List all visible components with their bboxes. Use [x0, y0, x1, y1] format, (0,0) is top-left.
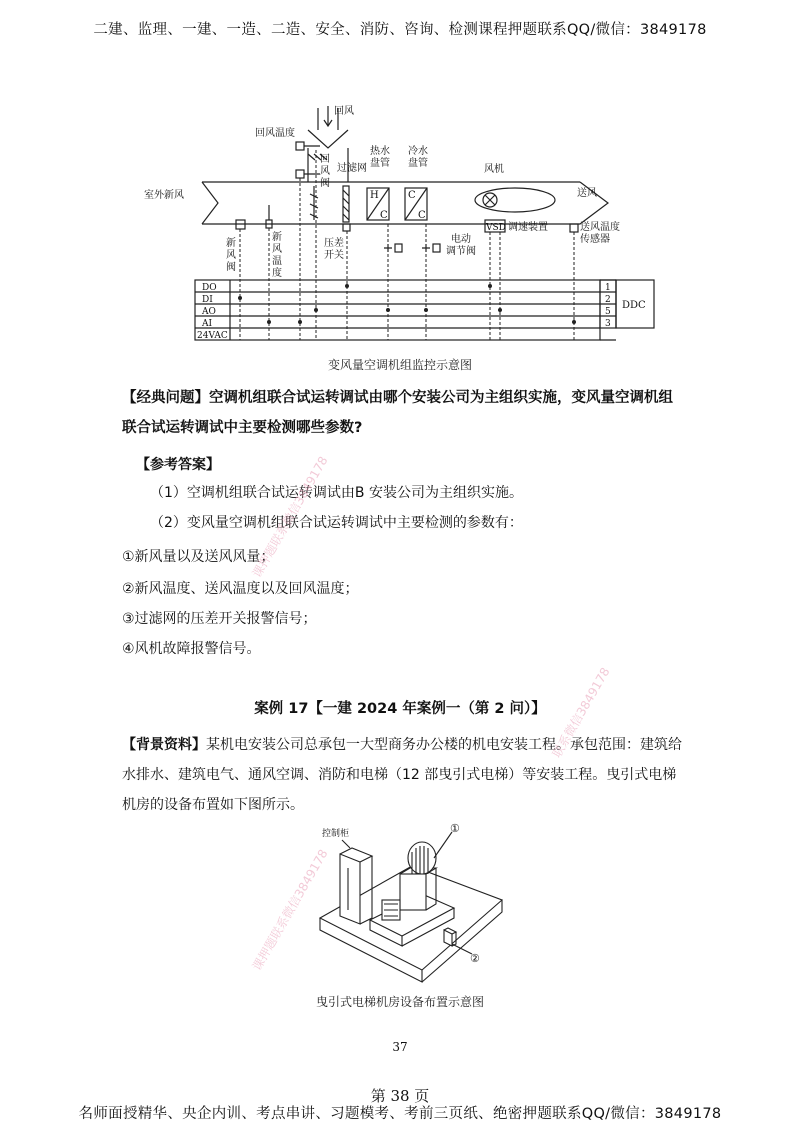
- watermark-2: 联系微信3849178: [549, 665, 613, 760]
- elevator-machine-room-diagram: [312, 818, 507, 988]
- label-hot-coil-2: 盘管: [370, 158, 390, 169]
- answer-item-1: ①新风量以及送风风量；: [122, 549, 275, 565]
- figure1-caption: 变风量空调机组监控示意图: [327, 358, 472, 372]
- answer-line-1: （1）空调机组联合试运转调试由B 安装公司为主组织实施。: [150, 485, 523, 501]
- label-filter: 过滤网: [337, 163, 367, 174]
- label-cold-coil-2: 盘管: [408, 158, 428, 169]
- label-item2: ②: [470, 952, 480, 965]
- label-return-valve-3: 阀: [320, 178, 330, 189]
- page-number: 37: [392, 1040, 408, 1054]
- label-fan: 风机: [484, 164, 504, 175]
- label-fresh-temp-3: 温: [272, 256, 282, 267]
- label-ai: AI: [202, 319, 213, 329]
- label-ch5: 5: [605, 307, 611, 317]
- answer-title: 【参考答案】: [136, 457, 220, 473]
- label-di: DI: [202, 295, 213, 305]
- label-speed-device: 调速装置: [508, 222, 548, 233]
- label-supply-air: 送风: [577, 188, 597, 199]
- label-control-cabinet: 控制柜: [322, 829, 350, 839]
- label-outdoor-fresh-air: 室外新风: [144, 190, 184, 201]
- label-pressure-2: 开关: [324, 250, 344, 261]
- label-valve-1: 电动: [451, 234, 471, 245]
- watermark-3: 课押题联系微信3849178: [249, 846, 331, 973]
- watermark-1: 课押题联系微信3849178: [249, 453, 331, 580]
- label-cold-coil-1: 冷水: [408, 146, 428, 157]
- page-footer: 名师面授精华、央企内训、考点串讲、习题模考、考前三页纸、绝密押题联系QQ/微信：3849178: [78, 1106, 722, 1122]
- label-supply-temp-1: 送风温度: [580, 222, 620, 233]
- label-vsd: VSD: [486, 223, 506, 233]
- answer-item-3: ③过滤网的压差开关报警信号；: [122, 611, 317, 627]
- classic-question: 【经典问题】空调机组联合试运转调试由哪个安装公司为主组织实施，变风量空调机组联合试运转调试中主要检测哪些参数?: [122, 390, 673, 436]
- page-header: 二建、监理、一建、一造、二造、安全、消防、咨询、检测课程押题联系QQ/微信：3849178: [93, 22, 707, 38]
- label-fresh-valve-2: 风: [226, 250, 236, 261]
- label-valve-2: 调节阀: [446, 246, 476, 257]
- label-ch1: 1: [605, 283, 611, 293]
- label-item1: ①: [450, 822, 460, 835]
- vav-ahu-diagram: [140, 100, 665, 345]
- answer-item-2: ②新风温度、送风温度以及回风温度；: [122, 581, 359, 597]
- label-return-valve-2: 风: [320, 166, 330, 177]
- label-do: DO: [202, 283, 217, 293]
- label-hot-coil-1: 热水: [370, 146, 390, 157]
- label-return-air: 回风: [334, 106, 354, 117]
- label-fresh-temp-1: 新: [272, 232, 282, 243]
- background-text: 某机电安装公司总承包一大型商务办公楼的机电安装工程。承包范围：建筑给水排水、建筑电气、通风空调、消防和电梯（12 部曳引式电梯）等安装工程。曳引式电梯机房的设备布置如下图所示。: [122, 737, 682, 813]
- answer-item-4: ④风机故障报警信号。: [122, 641, 261, 657]
- label-c2: C: [408, 190, 416, 201]
- page-label: 第 38 页: [370, 1087, 430, 1105]
- label-pressure-1: 压差: [324, 238, 344, 249]
- label-return-valve-1: 回: [320, 154, 330, 165]
- label-c3: C: [418, 210, 426, 221]
- background-paragraph: [122, 730, 682, 820]
- label-24vac: 24VAC: [197, 331, 228, 341]
- label-fresh-valve-1: 新: [226, 238, 236, 249]
- case-title: 案例 17【一建 2024 年案例一（第 2 问）】: [254, 701, 546, 717]
- label-ch3: 3: [605, 319, 611, 329]
- label-fresh-temp-4: 度: [272, 268, 282, 279]
- label-return-air-temp: 回风温度: [255, 128, 295, 139]
- label-fresh-temp-2: 风: [272, 244, 282, 255]
- label-ao: AO: [202, 307, 216, 317]
- label-supply-temp-2: 传感器: [580, 234, 610, 245]
- label-ch2: 2: [605, 295, 611, 305]
- label-h: H: [370, 190, 379, 201]
- answer-line-2: （2）变风量空调机组联合试运转调试中主要检测的参数有：: [150, 515, 523, 531]
- label-fresh-valve-3: 阀: [226, 262, 236, 273]
- figure2-caption: 曳引式电梯机房设备布置示意图: [315, 995, 484, 1009]
- label-c1: C: [380, 210, 388, 221]
- background-label: 【背景资料】: [122, 737, 206, 753]
- label-ddc: DDC: [622, 300, 646, 311]
